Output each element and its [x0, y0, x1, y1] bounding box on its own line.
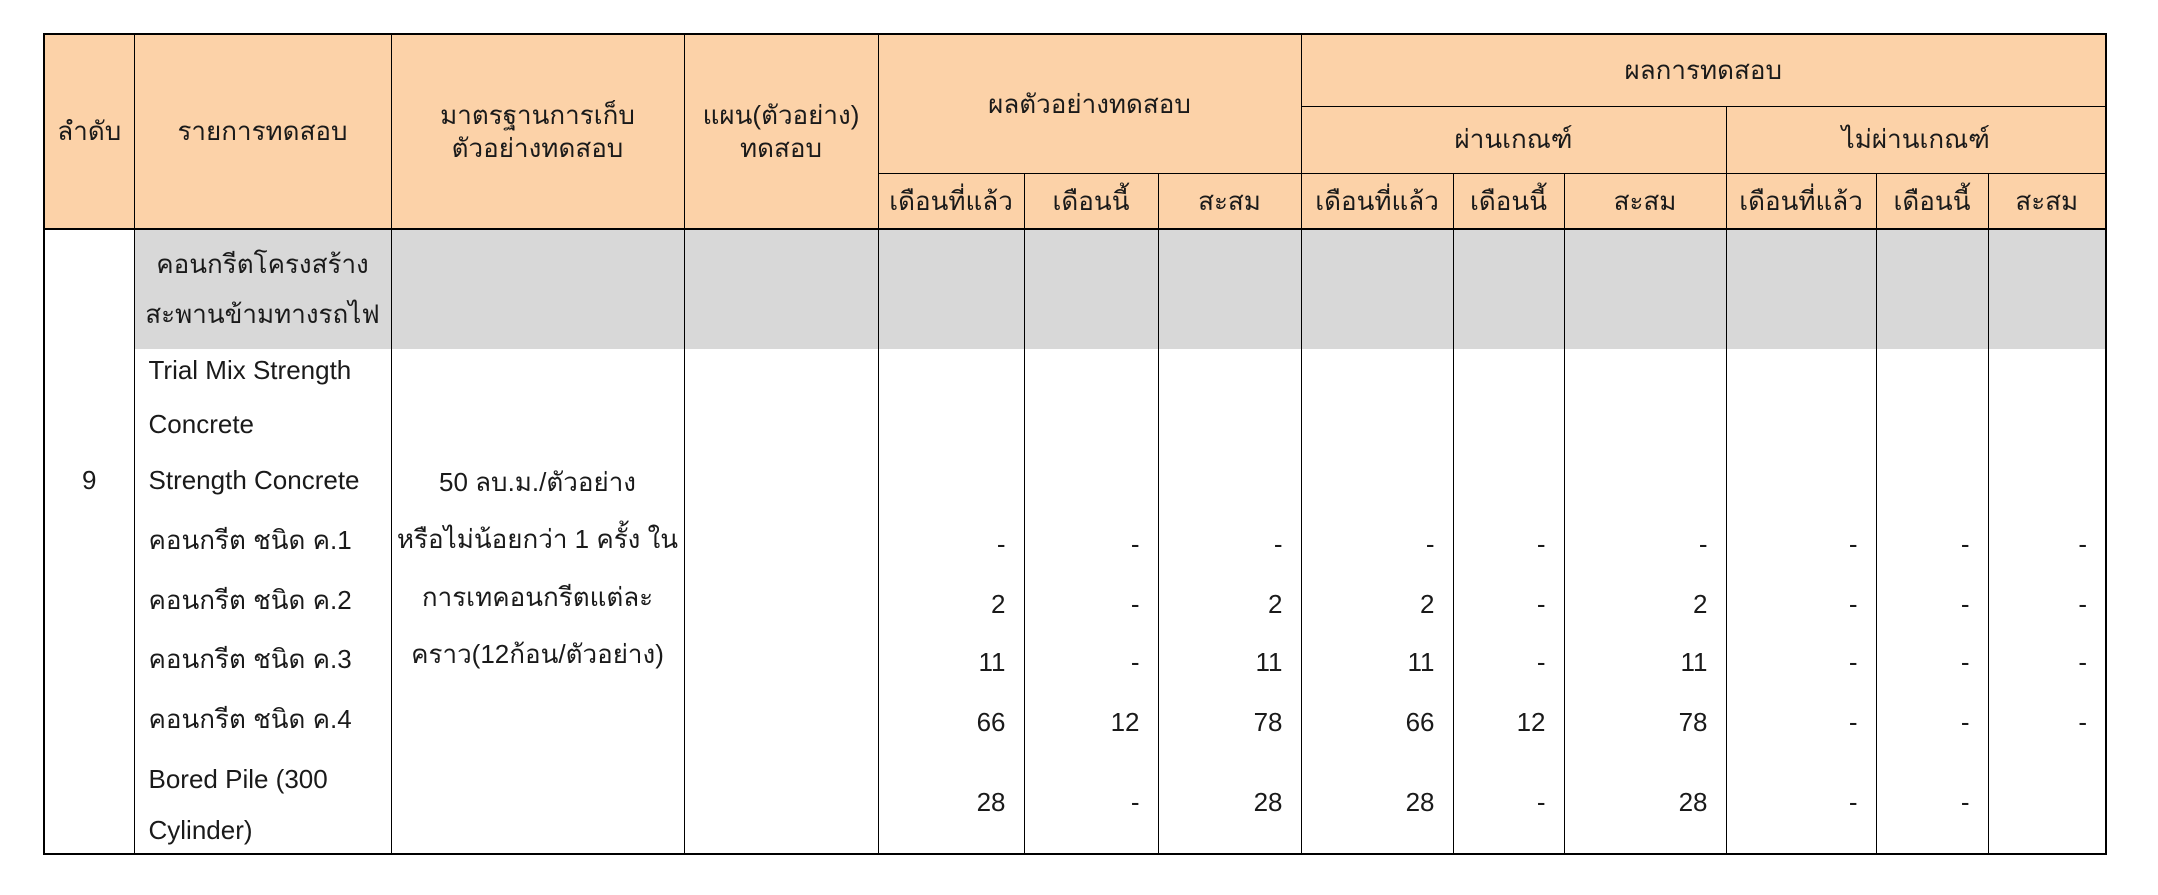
cell-pass-cumulative [1564, 229, 1726, 854]
value: - [1273, 529, 1283, 559]
value: - [996, 529, 1006, 559]
value: - [1848, 787, 1858, 817]
subheader-sample-this-month: เดือนนี้ [1024, 173, 1158, 229]
value: - [1130, 529, 1140, 559]
value: 66 [976, 707, 1006, 737]
header-row-groups [44, 34, 2106, 106]
value: - [2078, 647, 2087, 677]
cell-fail-cumulative [1988, 229, 2106, 854]
subheader-sample-cumulative: สะสม [1158, 173, 1301, 229]
header-group-test-results: ผลการทดสอบ [1301, 34, 2106, 106]
test-item: Trial Mix Strength [148, 355, 352, 385]
cell-pass-last-month [1301, 229, 1453, 854]
value: 11 [1407, 647, 1435, 677]
category-line2: สะพานข้ามทางรถไฟ [145, 299, 380, 329]
cell-sampling-standard [391, 229, 684, 854]
data-row-9 [44, 229, 2106, 854]
cell-sample-cumulative [1158, 229, 1301, 854]
value: 28 [1678, 787, 1708, 817]
cell-pass-this-month [1453, 229, 1564, 854]
value [1989, 780, 2088, 824]
value: - [1960, 589, 1970, 619]
subheader-pass-last-month: เดือนที่แล้ว [1301, 173, 1453, 229]
test-item: Strength Concrete [148, 465, 360, 495]
cell-test-items [134, 229, 391, 854]
report-table [43, 33, 2107, 855]
sampling-standard-line2: ตัวอย่างทดสอบ [451, 132, 624, 163]
header-cell-order: ลำดับ [44, 34, 134, 229]
value: - [1536, 787, 1546, 817]
subheader-pass-cumulative: สะสม [1564, 173, 1726, 229]
value: - [1960, 787, 1970, 817]
cell-fail-this-month [1876, 229, 1988, 854]
value: 12 [1516, 707, 1546, 737]
value: - [1698, 529, 1708, 559]
standard-line: การเทคอนกรีตแต่ละ [421, 582, 654, 612]
value: 2 [991, 589, 1006, 619]
order-number: 9 [82, 465, 97, 495]
value: 28 [1405, 787, 1435, 817]
value: 12 [1110, 707, 1140, 737]
value: - [1130, 647, 1140, 677]
value: - [1960, 707, 1970, 737]
header-cell-sampling-standard [391, 34, 684, 229]
value: 66 [1405, 707, 1435, 737]
value: - [1536, 589, 1546, 619]
value: - [2078, 707, 2087, 737]
header-group-pass: ผ่านเกณฑ์ [1301, 106, 1726, 173]
value: 28 [1253, 787, 1283, 817]
value: 78 [1253, 707, 1283, 737]
cell-fail-last-month [1726, 229, 1876, 854]
test-item: Bored Pile (300 [148, 764, 328, 794]
standard-line: 50 ลบ.ม./ตัวอย่าง [438, 467, 637, 497]
value: - [1536, 647, 1546, 677]
cell-sample-this-month [1024, 229, 1158, 854]
value: - [1425, 529, 1435, 559]
test-item: คอนกรีต ชนิด ค.1 [148, 525, 352, 555]
header-cell-test-item: รายการทดสอบ [134, 34, 391, 229]
value: - [1848, 589, 1858, 619]
value: 2 [1693, 589, 1708, 619]
value: - [1130, 589, 1140, 619]
header-group-fail: ไม่ผ่านเกณฑ์ [1726, 106, 2106, 173]
value: - [1960, 529, 1970, 559]
standard-line: หรือไม่น้อยกว่า 1 ครั้ง ใน [396, 524, 679, 554]
subheader-pass-this-month: เดือนนี้ [1453, 173, 1564, 229]
test-item: คอนกรีต ชนิด ค.3 [148, 644, 352, 674]
value: - [1848, 707, 1858, 737]
value: 11 [1255, 647, 1283, 677]
test-item: คอนกรีต ชนิด ค.2 [148, 585, 352, 615]
subheader-fail-cumulative: สะสม [1988, 173, 2106, 229]
cell-sample-last-month [878, 229, 1024, 854]
value: 11 [978, 647, 1006, 677]
category-line1: คอนกรีตโครงสร้าง [156, 249, 369, 279]
sampling-standard-line1: มาตรฐานการเก็บ [440, 100, 635, 130]
subheader-fail-this-month: เดือนนี้ [1876, 173, 1988, 229]
value: 11 [1680, 647, 1708, 677]
value: - [1960, 647, 1970, 677]
value: - [1536, 529, 1546, 559]
value: 28 [976, 787, 1006, 817]
subheader-fail-last-month: เดือนที่แล้ว [1726, 173, 1876, 229]
test-item: คอนกรีต ชนิด ค.4 [148, 704, 352, 734]
test-item: Cylinder) [148, 815, 253, 845]
plan-line2: ทดสอบ [739, 132, 822, 163]
standard-line: คราว(12ก้อน/ตัวอย่าง) [411, 639, 664, 669]
value: 2 [1420, 589, 1435, 619]
value: - [2078, 589, 2087, 619]
value: - [1848, 647, 1858, 677]
header-group-sample-results: ผลตัวอย่างทดสอบ [878, 34, 1301, 173]
test-item: Concrete [148, 409, 254, 439]
subheader-sample-last-month: เดือนที่แล้ว [878, 173, 1024, 229]
value: 2 [1268, 589, 1283, 619]
value: - [1130, 787, 1140, 817]
value: - [2078, 529, 2087, 559]
header-cell-plan [684, 34, 878, 229]
cell-order-number [44, 229, 134, 854]
plan-line1: แผน(ตัวอย่าง) [702, 100, 860, 130]
value: 78 [1678, 707, 1708, 737]
value: - [1848, 529, 1858, 559]
cell-plan [684, 229, 878, 854]
